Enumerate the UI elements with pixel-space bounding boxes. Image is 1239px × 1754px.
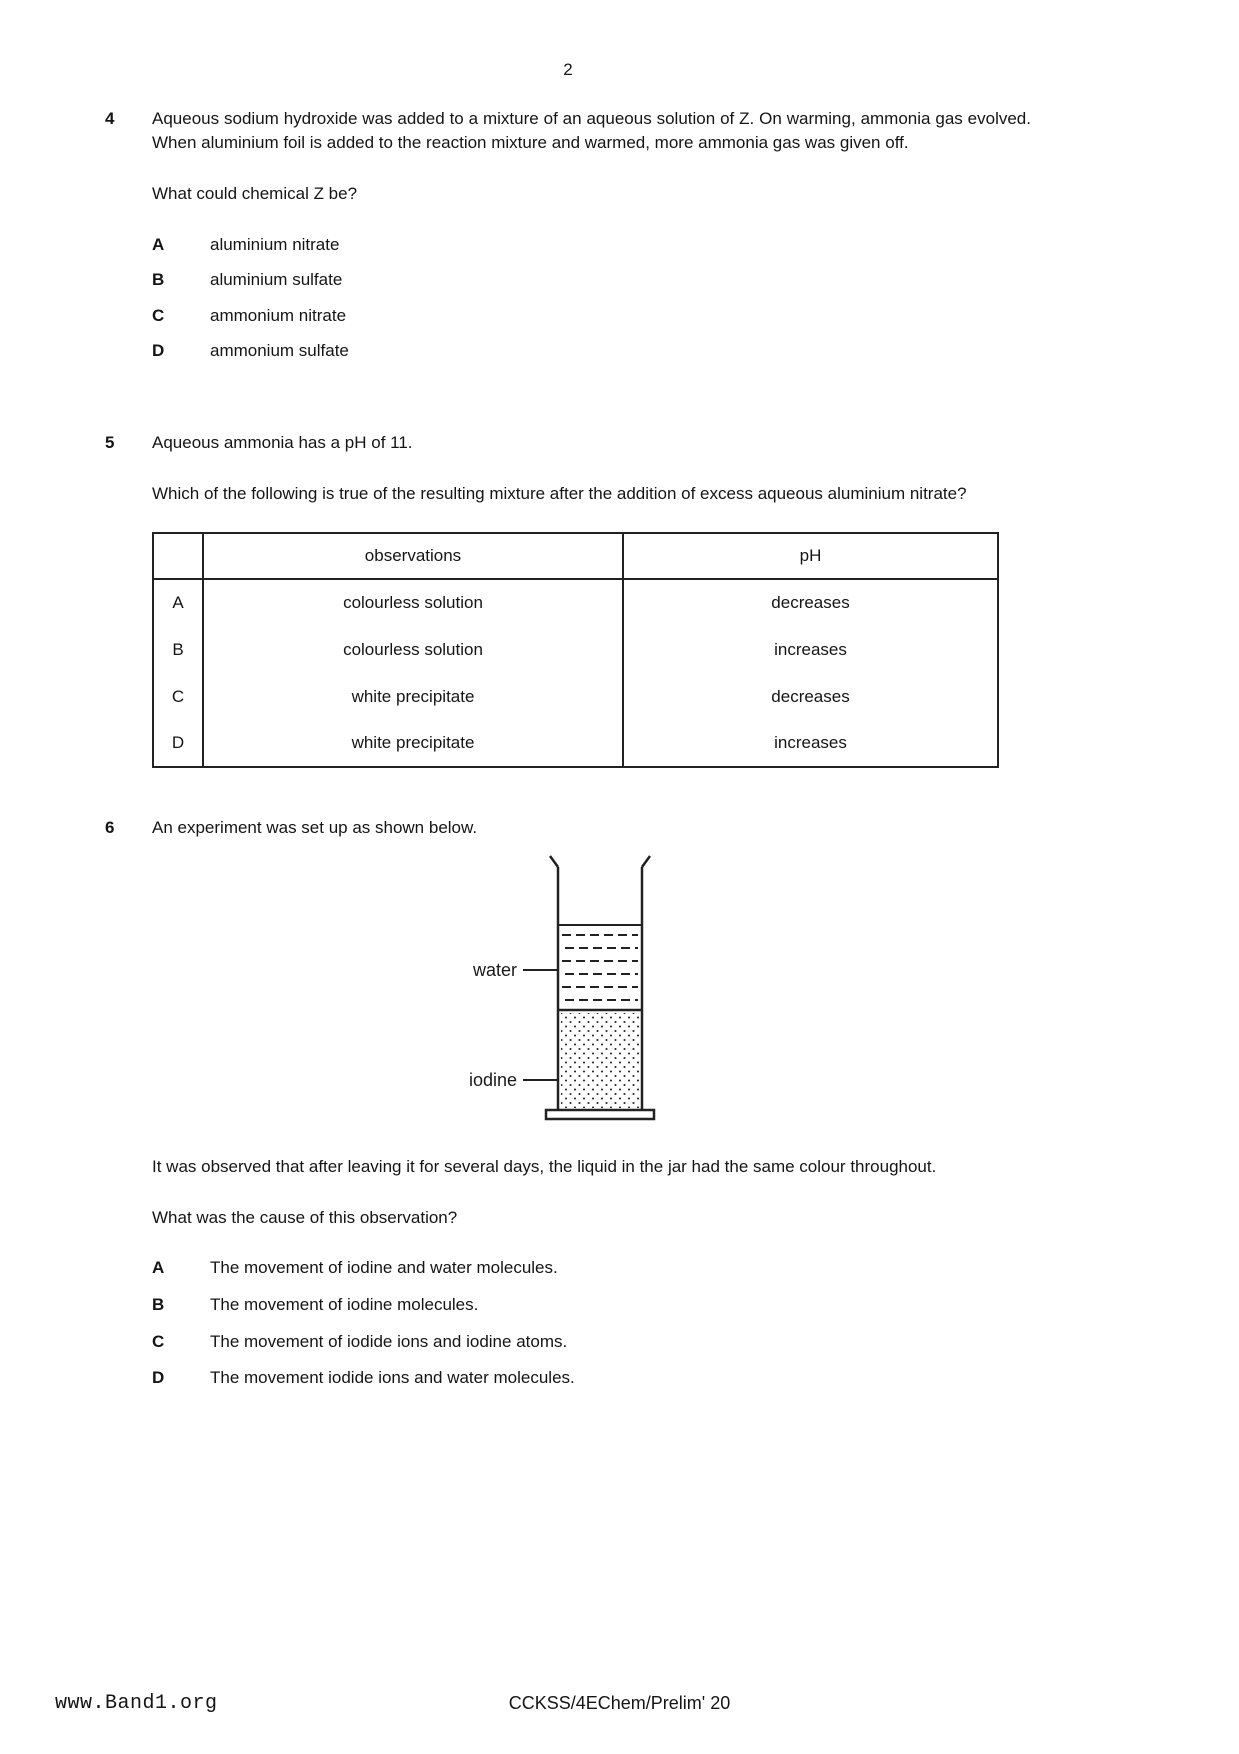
option-row-a (152, 233, 1031, 258)
question-6-number: 6 (105, 818, 115, 838)
experiment-diagram (312, 853, 1031, 1131)
table-row-c (153, 673, 998, 720)
question-4-number: 4 (105, 108, 115, 128)
table-header-ph: pH (623, 533, 998, 579)
option-letter: C (152, 305, 165, 325)
table-cell-letter: C (171, 686, 185, 706)
question-5-prompt: Which of the following is true of the resulting mixture after the addition of excess aqueous aluminium nitrate? (152, 483, 967, 503)
iodine-region (561, 1013, 639, 1108)
table-cell-observation: white precipitate (203, 673, 623, 720)
question-4-prompt: What could chemical Z be? (152, 183, 358, 203)
option-text: ammonium sulfate (210, 341, 349, 361)
question-6-prompt: What was the cause of this observation? (152, 1207, 458, 1227)
option-letter: B (152, 270, 165, 290)
table-cell-letter: D (171, 733, 185, 753)
option-letter: D (152, 341, 165, 361)
option-text: The movement of iodide ions and iodine atoms. (210, 1331, 568, 1351)
option-text: aluminium sulfate (210, 270, 343, 290)
water-region (562, 935, 638, 1000)
page-number: 2 (563, 60, 573, 79)
table-cell-observation: colourless solution (203, 626, 623, 673)
table-header-observations: observations (203, 533, 623, 579)
option-row-c (152, 304, 1031, 329)
table-row-a (153, 579, 998, 626)
table-row-d (153, 720, 998, 767)
option-row-c (152, 1330, 1031, 1355)
option-row-a (152, 1256, 1031, 1281)
option-text: ammonium nitrate (210, 305, 347, 325)
table-cell-observation: colourless solution (203, 579, 623, 626)
observations-table (152, 532, 999, 768)
question-4-body: Aqueous sodium hydroxide was added to a mixture of an aqueous solution of Z. On warming, ammonia gas evolved. When aluminium foil is added to the reaction mixture and warmed, more ammonia gas was given off. (152, 108, 1031, 153)
option-row-b (152, 1293, 1031, 1318)
option-letter: D (152, 1368, 165, 1388)
table-row-b (153, 626, 998, 673)
table-cell-letter: A (172, 593, 184, 613)
option-text: The movement iodide ions and water molecules. (210, 1368, 575, 1388)
question-6-options (152, 1256, 1031, 1391)
question-6 (105, 816, 1031, 1402)
question-6-content (152, 816, 1031, 1402)
question-6-observation: It was observed that after leaving it for several days, the liquid in the jar had the same colour throughout. (152, 1157, 937, 1177)
option-letter: A (152, 234, 165, 254)
table-header-row (153, 533, 998, 579)
footer-site-url: www.Band1.org (55, 1692, 218, 1715)
gas-jar-diagram-svg (312, 853, 732, 1131)
option-text: The movement of iodine and water molecules. (210, 1258, 558, 1278)
option-text: The movement of iodine molecules. (210, 1294, 479, 1314)
option-row-d (152, 339, 1031, 364)
table-cell-ph: decreases (623, 579, 998, 626)
table-cell-ph: increases (623, 626, 998, 673)
table-cell-ph: decreases (623, 673, 998, 720)
table-cell-letter: B (172, 639, 184, 659)
table-corner-cell (153, 533, 203, 579)
table-cell-ph: increases (623, 720, 998, 767)
option-letter: B (152, 1294, 165, 1314)
question-5 (105, 431, 1031, 768)
question-5-body: Aqueous ammonia has a pH of 11. (152, 433, 413, 453)
option-row-d (152, 1366, 1031, 1391)
question-4-options (152, 233, 1031, 365)
question-4-content (152, 107, 1031, 375)
footer-paper-code: CCKSS/4EChem/Prelim' 20 (508, 1692, 731, 1713)
question-6-intro: An experiment was set up as shown below. (152, 818, 478, 838)
table-cell-observation: white precipitate (203, 720, 623, 767)
water-label: water (472, 960, 517, 981)
option-letter: C (152, 1331, 165, 1351)
option-row-b (152, 268, 1031, 293)
question-5-content (152, 431, 1031, 768)
option-letter: A (152, 1258, 165, 1278)
question-4 (105, 107, 1031, 375)
iodine-label: iodine (468, 1070, 517, 1091)
option-text: aluminium nitrate (210, 234, 340, 254)
question-5-number: 5 (105, 433, 115, 453)
